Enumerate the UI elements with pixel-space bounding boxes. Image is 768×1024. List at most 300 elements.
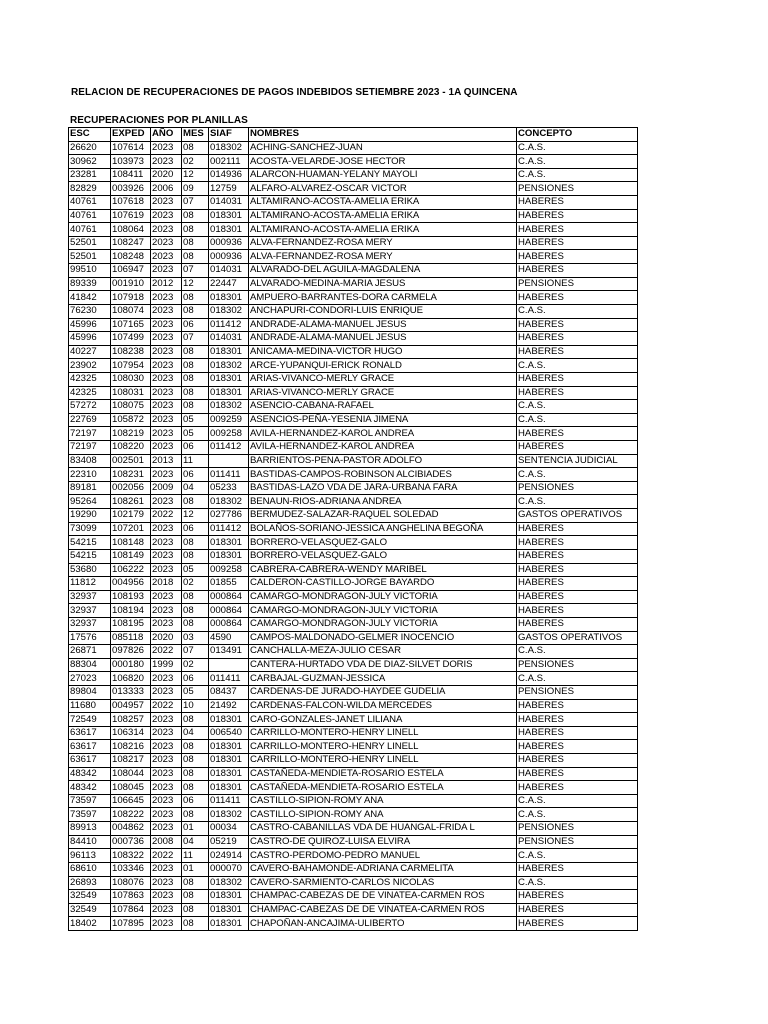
cell-mes: 08 <box>182 372 209 386</box>
cell-ano: 2023 <box>151 318 182 332</box>
cell-ano: 2022 <box>151 849 182 863</box>
cell-nombres: CARRILLO-MONTERO-HENRY LINELL <box>249 726 517 740</box>
cell-ano: 2023 <box>151 794 182 808</box>
cell-nombres: CASTRO-PERDOMO-PEDRO MANUEL <box>249 849 517 863</box>
cell-siaf: 4590 <box>209 631 249 645</box>
cell-mes: 01 <box>182 862 209 876</box>
table-row <box>69 699 638 713</box>
cell-siaf: 009258 <box>209 427 249 441</box>
cell-siaf: 014031 <box>209 264 249 278</box>
cell-siaf: 014031 <box>209 196 249 210</box>
cell-nombres: BORRERO-VELASQUEZ-GALO <box>249 549 517 563</box>
cell-nombres: CASTAÑEDA-MENDIETA-ROSARIO ESTELA <box>249 767 517 781</box>
cell-nombres: BERMUDEZ-SALAZAR-RAQUEL SOLEDAD <box>249 509 517 523</box>
table-row <box>69 345 638 359</box>
cell-esc: 22769 <box>69 413 111 427</box>
cell-exped: 108220 <box>111 441 151 455</box>
cell-nombres: CASTRO-DE QUIROZ-LUISA ELVIRA <box>249 835 517 849</box>
cell-esc: 17576 <box>69 631 111 645</box>
cell-nombres: AVILA-HERNANDEZ-KAROL ANDREA <box>249 427 517 441</box>
cell-exped: 000180 <box>111 658 151 672</box>
cell-exped: 106947 <box>111 264 151 278</box>
cell-esc: 32937 <box>69 617 111 631</box>
cell-concepto: C.A.S. <box>517 141 638 155</box>
cell-esc: 32937 <box>69 604 111 618</box>
cell-esc: 32549 <box>69 903 111 917</box>
cell-siaf: 01855 <box>209 577 249 591</box>
cell-mes: 08 <box>182 345 209 359</box>
cell-concepto: HABERES <box>517 345 638 359</box>
cell-exped: 107618 <box>111 196 151 210</box>
cell-esc: 72197 <box>69 427 111 441</box>
cell-esc: 26620 <box>69 141 111 155</box>
cell-mes: 06 <box>182 522 209 536</box>
cell-ano: 2023 <box>151 196 182 210</box>
cell-ano: 2023 <box>151 903 182 917</box>
cell-esc: 22310 <box>69 468 111 482</box>
cell-exped: 108149 <box>111 549 151 563</box>
cell-exped: 108064 <box>111 223 151 237</box>
cell-nombres: ALVARADO-MEDINA-MARIA JESUS <box>249 277 517 291</box>
cell-siaf: 027786 <box>209 509 249 523</box>
cell-mes: 08 <box>182 386 209 400</box>
cell-ano: 2023 <box>151 685 182 699</box>
cell-exped: 107918 <box>111 291 151 305</box>
cell-esc: 30962 <box>69 155 111 169</box>
table-row <box>69 318 638 332</box>
cell-concepto: HABERES <box>517 726 638 740</box>
cell-siaf: 21492 <box>209 699 249 713</box>
cell-nombres: ACHING-SANCHEZ-JUAN <box>249 141 517 155</box>
cell-esc: 95264 <box>69 495 111 509</box>
cell-siaf: 018301 <box>209 713 249 727</box>
cell-ano: 2006 <box>151 182 182 196</box>
cell-nombres: ASENCIO-CABANA-RAFAEL <box>249 400 517 414</box>
table-row <box>69 645 638 659</box>
cell-siaf: 000070 <box>209 862 249 876</box>
table-row <box>69 481 638 495</box>
cell-esc: 63617 <box>69 740 111 754</box>
cell-ano: 2023 <box>151 672 182 686</box>
cell-esc: 83408 <box>69 454 111 468</box>
cell-nombres: ANICAMA-MEDINA-VICTOR HUGO <box>249 345 517 359</box>
table-row <box>69 822 638 836</box>
cell-concepto: HABERES <box>517 590 638 604</box>
cell-exped: 002056 <box>111 481 151 495</box>
cell-exped: 003926 <box>111 182 151 196</box>
cell-mes: 12 <box>182 168 209 182</box>
cell-siaf: 014031 <box>209 332 249 346</box>
recoveries-table <box>68 127 638 931</box>
table-row <box>69 236 638 250</box>
cell-exped: 108076 <box>111 876 151 890</box>
table-row <box>69 617 638 631</box>
cell-nombres: CHAMPAC-CABEZAS DE DE VINATEA-CARMEN ROS <box>249 890 517 904</box>
cell-exped: 108044 <box>111 767 151 781</box>
cell-exped: 105872 <box>111 413 151 427</box>
cell-nombres: CABRERA-CABRERA-WENDY MARIBEL <box>249 563 517 577</box>
table-row <box>69 903 638 917</box>
cell-exped: 108216 <box>111 740 151 754</box>
cell-mes: 07 <box>182 645 209 659</box>
cell-exped: 108261 <box>111 495 151 509</box>
cell-ano: 2023 <box>151 917 182 931</box>
table-row <box>69 726 638 740</box>
cell-siaf: 018301 <box>209 209 249 223</box>
cell-ano: 2023 <box>151 141 182 155</box>
cell-siaf: 018301 <box>209 781 249 795</box>
cell-siaf: 018302 <box>209 400 249 414</box>
cell-exped: 108074 <box>111 304 151 318</box>
cell-nombres: CASTAÑEDA-MENDIETA-ROSARIO ESTELA <box>249 781 517 795</box>
cell-esc: 32549 <box>69 890 111 904</box>
cell-ano: 2023 <box>151 155 182 169</box>
header-exped: EXPED <box>111 128 151 142</box>
cell-siaf: 018302 <box>209 876 249 890</box>
cell-concepto: HABERES <box>517 522 638 536</box>
cell-ano: 2023 <box>151 372 182 386</box>
cell-exped: 108217 <box>111 754 151 768</box>
cell-ano: 2023 <box>151 345 182 359</box>
table-row <box>69 427 638 441</box>
cell-esc: 48342 <box>69 767 111 781</box>
cell-mes: 08 <box>182 223 209 237</box>
cell-ano: 2023 <box>151 468 182 482</box>
cell-siaf: 018301 <box>209 372 249 386</box>
table-row <box>69 890 638 904</box>
cell-exped: 108194 <box>111 604 151 618</box>
cell-exped: 106314 <box>111 726 151 740</box>
cell-esc: 40761 <box>69 209 111 223</box>
cell-ano: 2020 <box>151 168 182 182</box>
cell-mes: 08 <box>182 767 209 781</box>
cell-ano: 2023 <box>151 359 182 373</box>
cell-concepto: C.A.S. <box>517 794 638 808</box>
cell-mes: 08 <box>182 400 209 414</box>
table-row <box>69 604 638 618</box>
table-row <box>69 849 638 863</box>
cell-siaf: 018302 <box>209 808 249 822</box>
cell-esc: 57272 <box>69 400 111 414</box>
cell-concepto: HABERES <box>517 781 638 795</box>
cell-mes: 11 <box>182 454 209 468</box>
cell-esc: 52501 <box>69 236 111 250</box>
cell-exped: 103346 <box>111 862 151 876</box>
cell-ano: 2023 <box>151 386 182 400</box>
cell-esc: 73597 <box>69 794 111 808</box>
cell-exped: 106820 <box>111 672 151 686</box>
cell-esc: 89913 <box>69 822 111 836</box>
cell-concepto: HABERES <box>517 332 638 346</box>
cell-mes: 02 <box>182 155 209 169</box>
cell-ano: 2023 <box>151 291 182 305</box>
cell-concepto: HABERES <box>517 917 638 931</box>
cell-concepto: C.A.S. <box>517 645 638 659</box>
cell-siaf: 011412 <box>209 522 249 536</box>
cell-mes: 12 <box>182 277 209 291</box>
cell-mes: 07 <box>182 264 209 278</box>
cell-exped: 107895 <box>111 917 151 931</box>
cell-concepto: C.A.S. <box>517 495 638 509</box>
cell-mes: 08 <box>182 209 209 223</box>
table-row <box>69 522 638 536</box>
cell-nombres: CARRILLO-MONTERO-HENRY LINELL <box>249 740 517 754</box>
table-row <box>69 454 638 468</box>
cell-concepto: C.A.S. <box>517 672 638 686</box>
cell-nombres: CALDERON-CASTILLO-JORGE BAYARDO <box>249 577 517 591</box>
cell-mes: 06 <box>182 468 209 482</box>
cell-concepto: C.A.S. <box>517 304 638 318</box>
cell-siaf: 011411 <box>209 672 249 686</box>
cell-nombres: AVILA-HERNANDEZ-KAROL ANDREA <box>249 441 517 455</box>
cell-ano: 2018 <box>151 577 182 591</box>
table-row <box>69 509 638 523</box>
cell-nombres: BENAUN-RIOS-ADRIANA ANDREA <box>249 495 517 509</box>
cell-exped: 108411 <box>111 168 151 182</box>
cell-concepto: HABERES <box>517 264 638 278</box>
cell-siaf: 018302 <box>209 359 249 373</box>
table-row <box>69 781 638 795</box>
cell-concepto: HABERES <box>517 862 638 876</box>
cell-ano: 2008 <box>151 835 182 849</box>
cell-exped: 108231 <box>111 468 151 482</box>
cell-nombres: CARDENAS-FALCON-WILDA MERCEDES <box>249 699 517 713</box>
cell-exped: 107954 <box>111 359 151 373</box>
table-row <box>69 631 638 645</box>
cell-siaf: 018302 <box>209 495 249 509</box>
cell-exped: 085118 <box>111 631 151 645</box>
table-row <box>69 808 638 822</box>
cell-siaf: 018301 <box>209 386 249 400</box>
cell-exped: 108247 <box>111 236 151 250</box>
cell-esc: 48342 <box>69 781 111 795</box>
cell-mes: 08 <box>182 590 209 604</box>
cell-siaf: 018302 <box>209 141 249 155</box>
header-esc: ESC <box>69 128 111 142</box>
cell-exped: 108219 <box>111 427 151 441</box>
cell-mes: 05 <box>182 563 209 577</box>
cell-esc: 84410 <box>69 835 111 849</box>
cell-exped: 106645 <box>111 794 151 808</box>
cell-siaf: 009258 <box>209 563 249 577</box>
table-row <box>69 400 638 414</box>
cell-mes: 07 <box>182 196 209 210</box>
cell-esc: 18402 <box>69 917 111 931</box>
cell-nombres: ANDRADE-ALAMA-MANUEL JESUS <box>249 318 517 332</box>
cell-siaf: 018301 <box>209 903 249 917</box>
cell-esc: 45996 <box>69 318 111 332</box>
cell-concepto: C.A.S. <box>517 155 638 169</box>
cell-ano: 2023 <box>151 536 182 550</box>
cell-concepto: PENSIONES <box>517 822 638 836</box>
cell-nombres: ANCHAPURI-CONDORI-LUIS ENRIQUE <box>249 304 517 318</box>
table-row <box>69 182 638 196</box>
cell-esc: 26893 <box>69 876 111 890</box>
cell-esc: 32937 <box>69 590 111 604</box>
cell-concepto: C.A.S. <box>517 849 638 863</box>
cell-mes: 08 <box>182 236 209 250</box>
table-row <box>69 359 638 373</box>
cell-concepto: C.A.S. <box>517 400 638 414</box>
table-header-row <box>69 128 638 142</box>
cell-mes: 08 <box>182 917 209 931</box>
cell-mes: 08 <box>182 754 209 768</box>
cell-siaf <box>209 454 249 468</box>
cell-siaf: 018301 <box>209 223 249 237</box>
cell-esc: 96113 <box>69 849 111 863</box>
cell-concepto: HABERES <box>517 318 638 332</box>
cell-exped: 013333 <box>111 685 151 699</box>
cell-ano: 2023 <box>151 400 182 414</box>
table-row <box>69 713 638 727</box>
cell-mes: 08 <box>182 495 209 509</box>
cell-exped: 000736 <box>111 835 151 849</box>
cell-exped: 106222 <box>111 563 151 577</box>
cell-concepto: C.A.S. <box>517 168 638 182</box>
cell-ano: 2023 <box>151 808 182 822</box>
cell-esc: 63617 <box>69 726 111 740</box>
cell-ano: 2023 <box>151 876 182 890</box>
cell-nombres: CARDENAS-DE JURADO-HAYDEE GUDELIA <box>249 685 517 699</box>
cell-siaf: 009259 <box>209 413 249 427</box>
cell-ano: 2023 <box>151 332 182 346</box>
cell-mes: 08 <box>182 604 209 618</box>
cell-esc: 11812 <box>69 577 111 591</box>
cell-ano: 2023 <box>151 754 182 768</box>
cell-exped: 002501 <box>111 454 151 468</box>
cell-concepto: HABERES <box>517 250 638 264</box>
cell-concepto: GASTOS OPERATIVOS <box>517 509 638 523</box>
cell-exped: 004956 <box>111 577 151 591</box>
cell-siaf: 000864 <box>209 590 249 604</box>
cell-concepto: PENSIONES <box>517 685 638 699</box>
table-row <box>69 685 638 699</box>
table-row <box>69 250 638 264</box>
cell-ano: 2023 <box>151 767 182 781</box>
cell-esc: 89181 <box>69 481 111 495</box>
cell-ano: 2023 <box>151 264 182 278</box>
cell-exped: 102179 <box>111 509 151 523</box>
cell-ano: 2023 <box>151 522 182 536</box>
cell-concepto: GASTOS OPERATIVOS <box>517 631 638 645</box>
cell-nombres: CASTILLO-SIPION-ROMY ANA <box>249 808 517 822</box>
cell-siaf: 014936 <box>209 168 249 182</box>
cell-exped: 108193 <box>111 590 151 604</box>
table-row <box>69 291 638 305</box>
cell-concepto: HABERES <box>517 549 638 563</box>
cell-concepto: HABERES <box>517 536 638 550</box>
cell-siaf: 08437 <box>209 685 249 699</box>
cell-concepto: HABERES <box>517 577 638 591</box>
cell-concepto: HABERES <box>517 604 638 618</box>
table-row <box>69 209 638 223</box>
table-row <box>69 862 638 876</box>
cell-exped: 107165 <box>111 318 151 332</box>
cell-nombres: ACOSTA-VELARDE-JOSE HECTOR <box>249 155 517 169</box>
cell-exped: 108045 <box>111 781 151 795</box>
cell-exped: 108195 <box>111 617 151 631</box>
cell-exped: 107614 <box>111 141 151 155</box>
cell-esc: 23281 <box>69 168 111 182</box>
cell-nombres: CAMARGO-MONDRAGON-JULY VICTORIA <box>249 604 517 618</box>
cell-siaf: 011412 <box>209 441 249 455</box>
cell-siaf: 05219 <box>209 835 249 849</box>
cell-ano: 2023 <box>151 590 182 604</box>
cell-esc: 42325 <box>69 386 111 400</box>
cell-nombres: ARIAS-VIVANCO-MERLY GRACE <box>249 372 517 386</box>
cell-concepto: C.A.S. <box>517 808 638 822</box>
table-row <box>69 332 638 346</box>
cell-concepto: PENSIONES <box>517 182 638 196</box>
table-row <box>69 155 638 169</box>
cell-mes: 05 <box>182 685 209 699</box>
cell-exped: 004862 <box>111 822 151 836</box>
table-row <box>69 876 638 890</box>
cell-ano: 2023 <box>151 236 182 250</box>
cell-siaf: 018301 <box>209 345 249 359</box>
cell-nombres: ALVA-FERNANDEZ-ROSA MERY <box>249 236 517 250</box>
cell-esc: 27023 <box>69 672 111 686</box>
cell-siaf: 05233 <box>209 481 249 495</box>
cell-exped: 108322 <box>111 849 151 863</box>
table-row <box>69 917 638 931</box>
cell-exped: 108238 <box>111 345 151 359</box>
table-row <box>69 386 638 400</box>
cell-exped: 108075 <box>111 400 151 414</box>
cell-esc: 63617 <box>69 754 111 768</box>
cell-nombres: ARIAS-VIVANCO-MERLY GRACE <box>249 386 517 400</box>
cell-esc: 54215 <box>69 549 111 563</box>
cell-nombres: CARRILLO-MONTERO-HENRY LINELL <box>249 754 517 768</box>
cell-mes: 08 <box>182 617 209 631</box>
cell-siaf <box>209 658 249 672</box>
cell-siaf: 013491 <box>209 645 249 659</box>
cell-siaf: 00034 <box>209 822 249 836</box>
cell-nombres: CAMARGO-MONDRAGON-JULY VICTORIA <box>249 590 517 604</box>
table-row <box>69 223 638 237</box>
cell-esc: 53680 <box>69 563 111 577</box>
table-row <box>69 740 638 754</box>
cell-nombres: ALVARADO-DEL AGUILA-MAGDALENA <box>249 264 517 278</box>
cell-exped: 108030 <box>111 372 151 386</box>
table-row <box>69 835 638 849</box>
cell-concepto: HABERES <box>517 209 638 223</box>
cell-nombres: BARRIENTOS-PENA-PASTOR ADOLFO <box>249 454 517 468</box>
cell-esc: 41842 <box>69 291 111 305</box>
table-row <box>69 413 638 427</box>
cell-siaf: 018301 <box>209 549 249 563</box>
cell-ano: 2023 <box>151 413 182 427</box>
cell-esc: 11680 <box>69 699 111 713</box>
cell-ano: 2023 <box>151 304 182 318</box>
cell-mes: 05 <box>182 427 209 441</box>
header-concepto: CONCEPTO <box>517 128 638 142</box>
header-ano: AÑO <box>151 128 182 142</box>
header-mes: MES <box>182 128 209 142</box>
cell-mes: 08 <box>182 250 209 264</box>
cell-mes: 08 <box>182 304 209 318</box>
cell-ano: 2022 <box>151 509 182 523</box>
cell-nombres: CAVERO-SARMIENTO-CARLOS NICOLAS <box>249 876 517 890</box>
cell-exped: 108222 <box>111 808 151 822</box>
cell-siaf: 018301 <box>209 754 249 768</box>
cell-esc: 45996 <box>69 332 111 346</box>
cell-esc: 89804 <box>69 685 111 699</box>
cell-exped: 107201 <box>111 522 151 536</box>
cell-ano: 2023 <box>151 781 182 795</box>
table-row <box>69 672 638 686</box>
cell-ano: 2023 <box>151 427 182 441</box>
